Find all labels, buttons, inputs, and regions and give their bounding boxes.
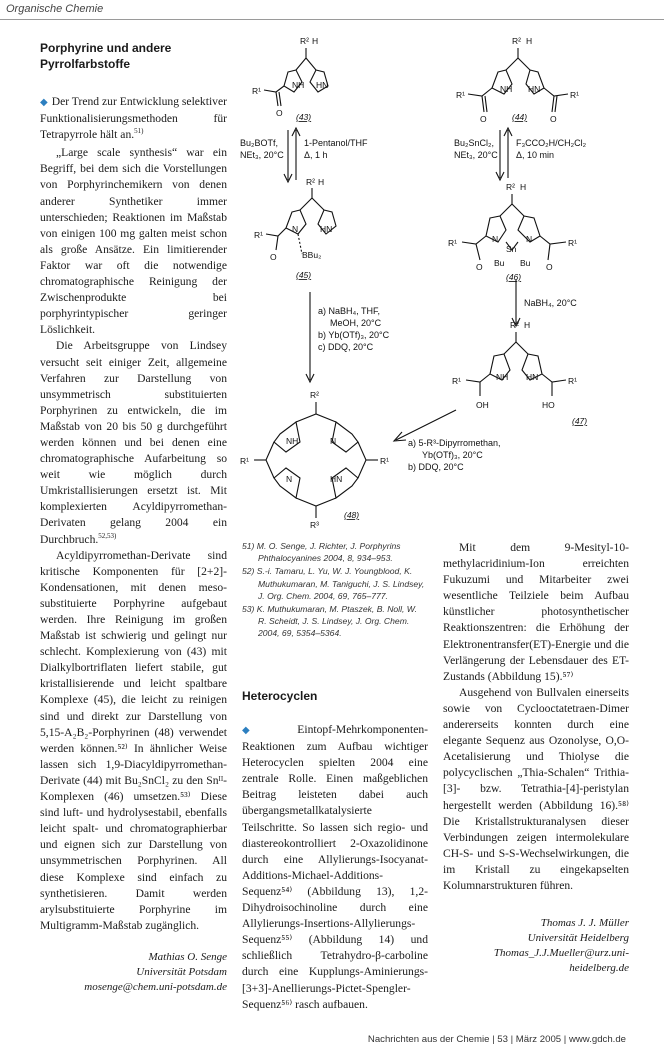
header-rule — [0, 19, 664, 20]
svg-text:Δ, 1 h: Δ, 1 h — [304, 150, 328, 160]
svg-text:(43): (43) — [296, 112, 312, 122]
svg-text:HN: HN — [316, 80, 329, 90]
column-1 — [40, 40, 227, 995]
compound-45-structure — [266, 188, 336, 254]
bullet-diamond-icon: ◆ — [40, 97, 48, 108]
svg-text:NEt₃, 20°C: NEt₃, 20°C — [454, 150, 498, 160]
svg-text:H: H — [520, 182, 527, 192]
svg-text:O: O — [270, 252, 277, 262]
svg-text:H: H — [312, 36, 319, 46]
author-signature: Thomas J. J. Müller Universität Heidelberg Thomas_J.J.Mueller@urz.uni- heidelberg.de — [493, 917, 629, 975]
svg-text:HO: HO — [542, 400, 555, 410]
svg-text:O: O — [550, 114, 557, 124]
svg-text:R³: R³ — [310, 520, 319, 530]
svg-text:b) DDQ, 20°C: b) DDQ, 20°C — [408, 462, 464, 472]
svg-text:NEt₃, 20°C: NEt₃, 20°C — [240, 150, 284, 160]
svg-text:b) Yb(OTf)₃, 20°C: b) Yb(OTf)₃, 20°C — [318, 330, 390, 340]
svg-text:Bu₂BOTf,: Bu₂BOTf, — [240, 138, 279, 148]
column-2 — [242, 688, 428, 1013]
svg-text:Sn: Sn — [506, 244, 517, 254]
svg-text:N: N — [292, 224, 299, 234]
svg-text:N: N — [492, 234, 499, 244]
svg-text:R¹: R¹ — [568, 238, 577, 248]
compound-43-structure — [264, 48, 328, 106]
svg-text:R¹: R¹ — [452, 376, 461, 386]
svg-text:R¹: R¹ — [568, 376, 577, 386]
svg-text:O: O — [276, 108, 283, 118]
references — [242, 540, 426, 641]
svg-text:R¹: R¹ — [252, 86, 261, 96]
paragraph: ◆ Eintopf-Mehrkomponenten-Reaktionen zum Aufbau wichtiger Heterocyclen spielten 2004 eine zentrale Rolle. Einen maßgeblichen Beitrag leisteten dabei auch übergangsmetallkatalysierte Teilschritte. So lassen sich regio- und diastereokontrolliert 2-Oxazolidinone durch eine Allylierungs-Isocyanat-Additions-Michael-Additions-Sequenz⁵⁴⁾ (Abbildung 13), 1,2-Dihydroisochinoline durch eine Allylierungs-Insertions-Allylierungs-Sequenz⁵⁵⁾ (Abbildung 14) und schließlich Tetrahydro-β-carboline durch eine Kupplungs-Aminierungs-[3+3]-Anellierungs-Pictet-Spengler-Sequenz⁵⁶⁾ rasch aufbauen. — [242, 723, 428, 1011]
svg-text:O: O — [546, 262, 553, 272]
paragraph: Acyldipyrromethan-Derivate sind kritische Komponenten für [2+2]-Kondensationen, mit denen meso-substituierte Porphyrine aufgebaut werden. Ihre Reinigung im großen Maßstab ist schwierig und gelingt nur schlecht. Komplexierung von (43) mit Dialkylbortriflaten liefert stabile, gut kristallisierende und leicht spaltbare Komplexe (45), die leicht zu reinigen sind und direkt zur Darstellung von 5,15-A₂B₂-Porphyrinen (48) verwendet werden können.⁵²⁾ In ähnlicher Weise lassen sich 1,9-Diacyldipyrromethan-Derivate (44) mit Bu₂SnCl₂ zu den Snᴵᴵ-Komplexen (46) umsetzen.⁵³⁾ Diese sind luft- und hydrolysestabil, ebenfalls leicht spalt- und chromatographierbar und eignen sich zur Darstellung von unsymmetrischen Porphyrinen. All diese Komplexe sind einfach zu synthetisieren. Damit werden arylsubstituierte Porphyrine im Multigramm-Maßstab zugänglich. — [40, 548, 227, 932]
svg-text:BBu₂: BBu₂ — [302, 250, 322, 260]
svg-text:a) NaBH₄, THF,: a) NaBH₄, THF, — [318, 306, 381, 316]
compound-47-structure — [466, 332, 566, 396]
svg-text:HN: HN — [330, 474, 343, 484]
svg-text:R¹: R¹ — [448, 238, 457, 248]
svg-text:R¹: R¹ — [254, 230, 263, 240]
paragraph: Die Arbeitsgruppe von Lindsey versucht seit einiger Zeit, allgemeine Verfahren zur Darstellung von unsymmetrisch substituierten Porphyrinen zu entwickeln, die im Maßstab von 20 bis 50 g durchgeführt werden können und bei denen eine chromatographische Aufarbeitung so weit wie möglich durch Umkristallisierungen ersetzt ist. Mit komplexierten Acyldipyrromethan-Derivaten gelang 2004 ein Durchbruch.$^{52,53)}$ — [40, 339, 227, 546]
svg-text:(47): (47) — [572, 416, 588, 426]
compound-48-structure — [254, 402, 378, 518]
running-header: Organische Chemie — [6, 3, 104, 15]
svg-text:H: H — [524, 320, 531, 330]
svg-text:R²: R² — [306, 177, 315, 187]
svg-text:R¹: R¹ — [380, 456, 389, 466]
svg-text:Yb(OTf)₃, 20°C: Yb(OTf)₃, 20°C — [422, 450, 483, 460]
svg-text:HN: HN — [526, 372, 539, 382]
svg-text:O: O — [480, 114, 487, 124]
svg-text:(44): (44) — [512, 112, 528, 122]
svg-text:H: H — [526, 36, 533, 46]
svg-text:R¹: R¹ — [240, 456, 249, 466]
svg-text:(45): (45) — [296, 270, 312, 280]
svg-text:Δ, 10 min: Δ, 10 min — [516, 150, 555, 160]
svg-text:(48): (48) — [344, 510, 360, 520]
svg-text:O: O — [476, 262, 483, 272]
svg-text:OH: OH — [476, 400, 489, 410]
compound-44-structure — [468, 48, 568, 112]
reference-51: 51) M. O. Senge, J. Richter, J. Porphyrins Phthalocyanines 2004, 8, 934–953. — [242, 541, 401, 564]
section-heading-heterocyclen: Heterocyclen — [242, 689, 318, 703]
svg-text:F₃CCO₂H/CH₂Cl₂: F₃CCO₂H/CH₂Cl₂ — [516, 138, 587, 148]
svg-text:R²: R² — [310, 390, 319, 400]
bullet-diamond-icon: ◆ — [242, 725, 294, 736]
svg-text:N: N — [526, 234, 533, 244]
reference-53: 53) K. Muthukumaran, M. Ptaszek, B. Noll, W. R. Scheidt, J. S. Lindsey, J. Org. Chem. 2004, 69, 5354–5364. — [242, 604, 417, 639]
reference-52: 52) S.-i. Tamaru, L. Yu, W. J. Youngblood, K. Muthukumaran, M. Taniguchi, J. S. Lindsey, J. Org. Chem. 2004, 69, 765–777. — [242, 566, 425, 601]
page-footer: Nachrichten aus der Chemie | 53 | März 2005 | www.gdch.de — [367, 1034, 626, 1045]
svg-text:NH: NH — [292, 80, 305, 90]
svg-text:N: N — [286, 474, 293, 484]
svg-text:R¹: R¹ — [456, 90, 465, 100]
svg-text:Bu: Bu — [520, 258, 531, 268]
svg-text:MeOH, 20°C: MeOH, 20°C — [330, 318, 382, 328]
svg-text:NH: NH — [496, 372, 509, 382]
section-heading-porphyrine: Porphyrine und andere Pyrrolfarbstoffe — [40, 41, 172, 71]
svg-text:R²: R² — [300, 36, 309, 46]
svg-text:Bu: Bu — [494, 258, 505, 268]
paragraph: ◆ Der Trend zur Entwicklung selektiver Funktionalisierungsmethoden für Tetrapyrrole hält an.$^{51)}$ — [40, 95, 227, 142]
paragraph: Ausgehend von Bullvalen einerseits sowie von Cyclooctatetraen-Dimer andererseits konnten durch eine elegante Sequenz aus Ozonolyse, O,O-Acetalisierung und Thiolyse die polycyclischen „Thia-Schalen“ Trithia-[3]- bzw. Tetrathia-[4]-peristylan hergestellt werden (Abbildung 16).⁵⁸⁾ Die Kristallstrukturanalysen dieser Verbindungen zeigen intermolekulare CH-S- und S-S-Wechselwirkungen, die im Kristall zu eingekapselten Kolumnarstrukturen führen. — [443, 685, 629, 892]
svg-text:H: H — [318, 177, 325, 187]
paragraph: Mit dem 9-Mesityl-10-methylacridinium-Ion erreichten Fukuzumi und Mitarbeiter zwei wesentliche Teilziele beim Aufbau künstlicher photosynthetischer Reaktionszentren: die Erhöhung der Elektronentransfer(ET)-Energie und die Verlängerung der Lebensdauer des ET-Zustands (Abbildung 15).⁵⁷⁾ — [443, 541, 629, 683]
svg-text:HN: HN — [528, 84, 541, 94]
svg-text:R²: R² — [510, 320, 519, 330]
svg-text:HN: HN — [320, 224, 333, 234]
svg-text:R¹: R¹ — [570, 90, 579, 100]
author-signature: Mathias O. Senge Universität Potsdam mosenge@chem.uni-potsdam.de — [84, 950, 227, 993]
svg-text:1-Pentanol/THF: 1-Pentanol/THF — [304, 138, 368, 148]
porphyrin-synthesis-scheme — [236, 30, 636, 530]
svg-text:R²: R² — [512, 36, 521, 46]
svg-text:a) 5-R³-Dipyrromethan,: a) 5-R³-Dipyrromethan, — [408, 438, 501, 448]
svg-text:N: N — [330, 436, 337, 446]
svg-text:NH: NH — [500, 84, 513, 94]
paragraph: „Large scale synthesis“ war ein Begriff, bei dem sich die Vorstellungen von Porphyrinchemikern von denen anderer Synthetiker immer unterschieden; Reaktionen im Maßstab von einigen 100 mg galten meist schon als große Ansätze. Ein limitierender Faktor war oft die notwendige chromatographische Reinigung der Zwischenprodukte bei porphyrintypischer geringer Löslichkeit. — [40, 146, 227, 337]
svg-text:R²: R² — [506, 182, 515, 192]
svg-text:NH: NH — [286, 436, 299, 446]
svg-text:(46): (46) — [506, 272, 522, 282]
column-3 — [443, 540, 629, 976]
svg-text:c) DDQ, 20°C: c) DDQ, 20°C — [318, 342, 374, 352]
svg-text:NaBH₄, 20°C: NaBH₄, 20°C — [524, 298, 577, 308]
svg-text:Bu₂SnCl₂,: Bu₂SnCl₂, — [454, 138, 495, 148]
